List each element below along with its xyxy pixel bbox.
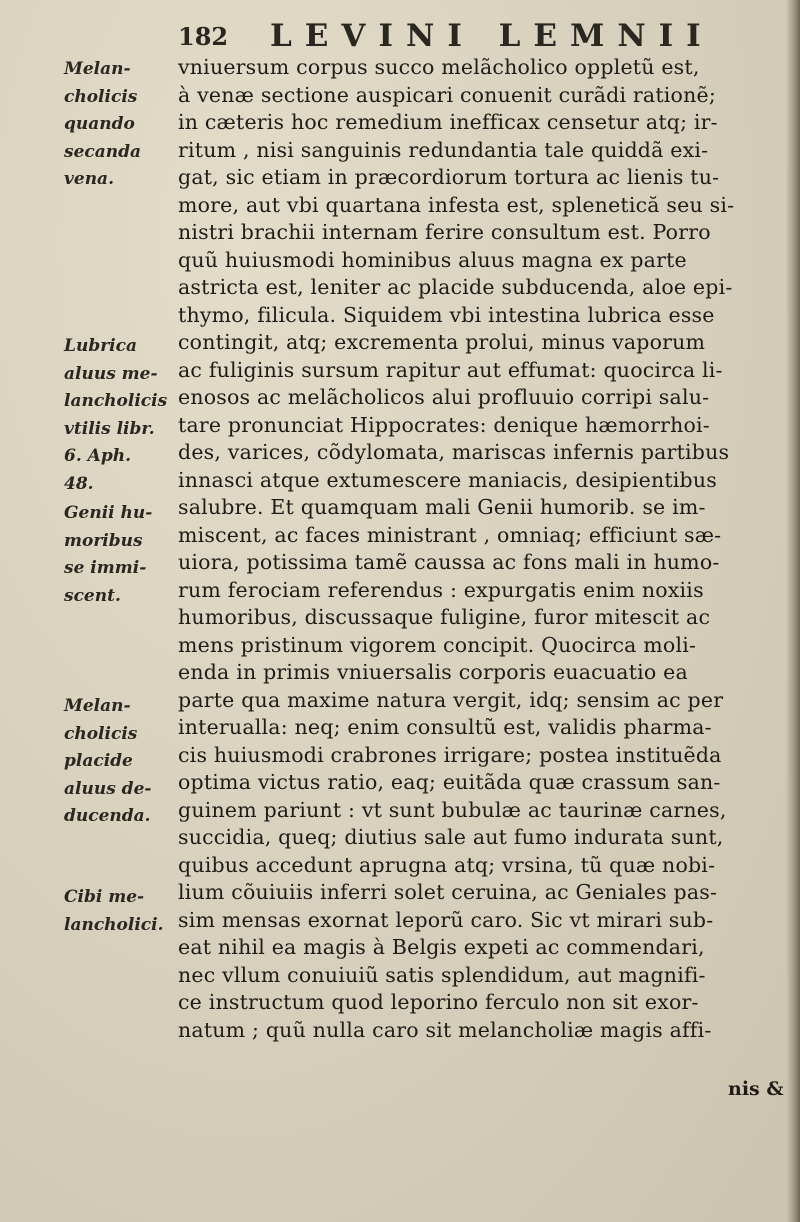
text-line: astricta est, leniter ac placide subducenda, aloe epi- <box>178 275 733 299</box>
text-line: ce instructum quod leporino ferculo non sit exor- <box>178 990 699 1014</box>
text-line: tare pronunciat Hippocrates: denique hæmorrhoi- <box>178 412 710 437</box>
margin-note-line: Cibi me- <box>64 887 145 907</box>
margin-note-line: quando <box>64 114 135 134</box>
text-line: eat nihil ea magis à Belgis expeti ac commendari, <box>178 935 705 959</box>
text-line: in cæteris hoc remedium inefficax censetur atq; ir- <box>178 110 718 134</box>
margin-note-5 <box>64 884 172 939</box>
running-head <box>178 18 738 58</box>
text-line: miscent, ac faces ministrant , omniaq; efficiunt sæ- <box>178 522 722 547</box>
text-line: sim mensas exornat leporũ caro. Sic vt mirari sub- <box>178 907 714 932</box>
text-line: lium cõuiuiis inferri solet ceruina, ac Geniales pas- <box>178 880 718 904</box>
text-line: more, aut vbi quartana infesta est, splenetică seu si- <box>178 192 735 217</box>
margin-note-2 <box>64 333 172 498</box>
text-line: succidia, queq; diutius sale aut fumo indurata sunt, <box>178 825 724 849</box>
margin-note-line: vena. <box>64 169 114 189</box>
text-line: cis huiusmodi crabrones irrigare; postea instituẽda <box>178 742 722 767</box>
page-number: 182 <box>178 22 229 51</box>
text-line: quibus accedunt aprugna atq; vrsina, tũ quæ nobi- <box>178 852 716 877</box>
margin-notes <box>0 0 170 1222</box>
margin-note-3 <box>64 500 172 610</box>
body-text <box>178 54 788 1044</box>
margin-note-line: cholicis <box>64 86 138 107</box>
margin-note-line: aluus me- <box>64 363 158 384</box>
text-line: innasci atque extumescere maniacis, desipientibus <box>178 467 717 492</box>
text-line: uiora, potissima tamẽ caussa ac fons mali in humo- <box>178 550 720 574</box>
text-line: thymo, filicula. Siquidem vbi intestina lubrica esse <box>178 302 715 327</box>
text-line: rum ferociam referendus : expurgatis enim noxiis <box>178 577 704 602</box>
text-line: quũ huiusmodi hominibus aluus magna ex parte <box>178 247 687 272</box>
margin-note-line: 48. <box>64 473 94 494</box>
margin-note-line: lancholicis <box>64 391 168 411</box>
margin-note-line: ducenda. <box>64 806 151 826</box>
text-line: vniuersum corpus succo melãcholico oppletũ est, <box>178 55 700 79</box>
text-line: parte qua maxime natura vergit, idq; sensim ac per <box>178 687 724 712</box>
margin-note-line: Melan- <box>64 59 131 79</box>
text-line: ac fuliginis sursum rapitur aut effumat: quocirca li- <box>178 357 723 382</box>
text-line: optima victus ratio, eaq; euitãda quæ crassum san- <box>178 770 721 794</box>
margin-note-line: secanda <box>64 141 142 162</box>
text-line: nistri brachii internam ferire consultum est. Porro <box>178 220 711 244</box>
text-line: salubre. Et quamquam mali Genii humorib. se im- <box>178 495 706 519</box>
text-line: ritum , nisi sanguinis redundantia tale quiddã exi- <box>178 137 709 162</box>
page-gutter <box>786 0 800 1222</box>
margin-note-line: 6. Aph. <box>64 446 132 466</box>
text-line: des, varices, cõdylomata, mariscas infernis partibus <box>178 440 730 464</box>
catchword: nis & <box>728 1078 784 1100</box>
text-line: gat, sic etiam in præcordiorum tortura ac lienis tu- <box>178 165 720 189</box>
margin-note-line: Melan- <box>64 696 131 716</box>
text-line: interualla: neq; enim consultũ est, validis pharma- <box>178 715 712 739</box>
text-line: guinem pariunt : vt sunt bubulæ ac taurinæ carnes, <box>178 797 727 822</box>
margin-note-line: moribus <box>64 530 143 551</box>
margin-note-line: lancholici. <box>64 914 164 935</box>
margin-note-line: scent. <box>64 585 121 606</box>
text-line: à venæ sectione auspicari conuenit curãdi rationẽ; <box>178 82 716 107</box>
text-line: enosos ac melãcholicos alui profluuio corripi salu- <box>178 385 710 409</box>
text-line: humoribus, discussaque fuligine, furor mitescit ac <box>178 605 711 629</box>
text-line: mens pristinum vigorem concipit. Quocirca moli- <box>178 632 697 657</box>
margin-note-line: cholicis <box>64 723 138 744</box>
margin-note-line: Genii hu- <box>64 503 153 523</box>
margin-note-line: se immi- <box>64 558 147 578</box>
text-line: contingit, atq; excrementa prolui, minus vaporum <box>178 330 706 354</box>
text-line: enda in primis vniuersalis corporis euacuatio ea <box>178 660 688 684</box>
margin-note-line: vtilis libr. <box>64 418 155 439</box>
margin-note-4 <box>64 693 172 831</box>
margin-note-line: placide <box>64 751 133 771</box>
margin-note-1 <box>64 56 172 194</box>
margin-note-line: aluus de- <box>64 778 152 799</box>
running-title: LEVINI LEMNII <box>270 18 714 54</box>
text-line: nec vllum conuiuiũ satis splendidum, aut magnifi- <box>178 962 706 987</box>
margin-note-line: Lubrica <box>64 336 137 356</box>
text-line: natum ; quũ nulla caro sit melancholiæ magis affi- <box>178 1017 712 1042</box>
